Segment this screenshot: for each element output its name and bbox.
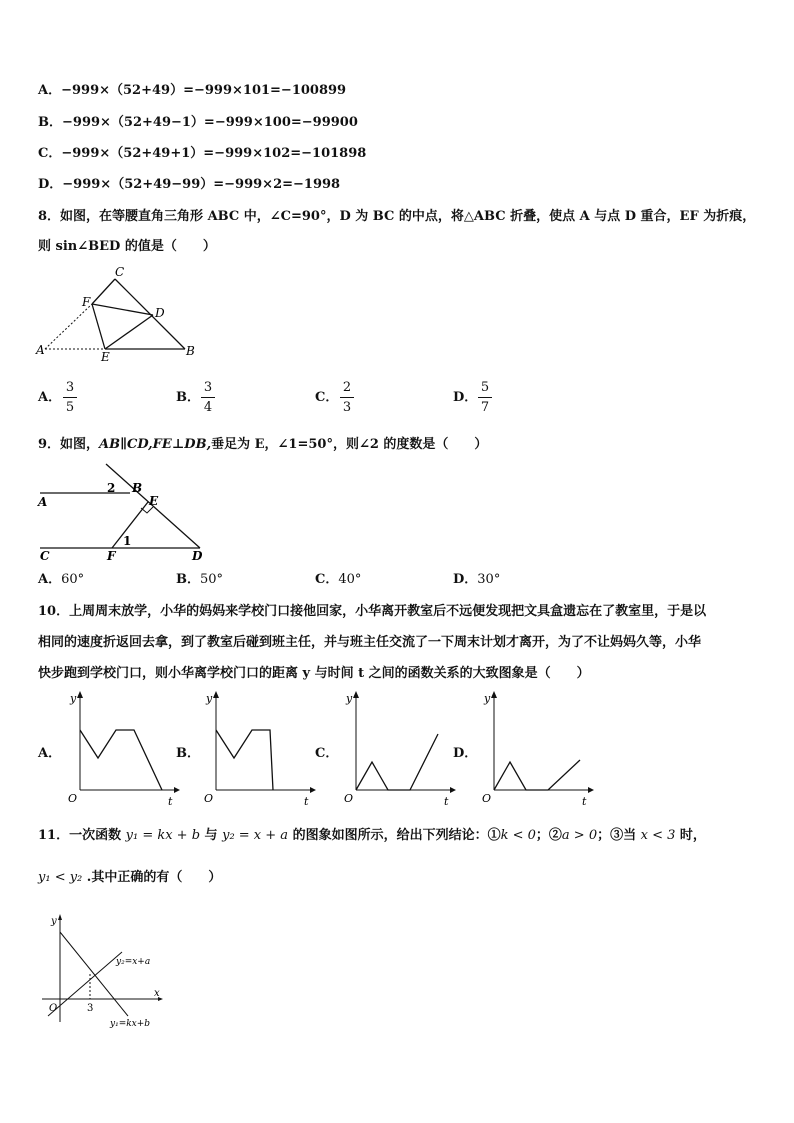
q10-stem-line2: 相同的速度折返回去拿，到了教室后碰到班主任，并与班主任交流了一下周末计划才离开，为了不让妈妈久等，小华 — [38, 635, 702, 650]
q9-option-c — [315, 573, 361, 586]
q7-option-d — [38, 178, 340, 191]
q10-option-a-letter: A． — [38, 746, 62, 761]
origin-label: O — [482, 792, 492, 805]
option-letter: C． — [315, 572, 339, 587]
label-angle-1: 1 — [123, 534, 132, 548]
origin-label: O — [344, 792, 354, 805]
q8-option-b-letter: B． — [176, 390, 200, 405]
q8-option-d-letter: D． — [453, 390, 478, 405]
q9-option-a — [38, 573, 84, 586]
label-f: F — [82, 295, 91, 309]
option-letter: D． — [453, 572, 478, 587]
q8-stem-line1: 8．如图，在等腰直角三角形 ABC 中，∠C=90°，D 为 BC 的中点，将△ABC 折叠，使点 A 与点 D 重合，EF 为折痕， — [38, 209, 756, 224]
option-letter: B． — [176, 572, 200, 587]
label-origin: O — [49, 1003, 58, 1014]
option-text: 50° — [200, 572, 224, 587]
q10-graph-d — [476, 690, 594, 808]
axis-y-label: y — [70, 692, 77, 705]
denominator: 5 — [65, 400, 75, 415]
label-b: B — [186, 344, 195, 358]
origin-label: O — [204, 792, 214, 805]
q9-parallel-lines-figure — [36, 460, 211, 565]
axis-t-label: t — [304, 795, 309, 808]
label-angle-2: 2 — [107, 481, 116, 495]
option-letter: A． — [38, 572, 62, 587]
label-f: F — [107, 549, 116, 563]
stem-part: 11．一次函数 — [38, 828, 126, 843]
option-text: 30° — [477, 572, 501, 587]
label-b: B — [132, 481, 143, 495]
stem-part: 与 — [200, 828, 223, 843]
numerator: 5 — [478, 380, 492, 398]
q8-option-a-fraction — [63, 380, 77, 415]
graph-b-curve — [216, 730, 273, 790]
q11-linear-functions-figure — [36, 912, 176, 1032]
y-axis-arrow-icon — [491, 691, 497, 698]
numerator: 3 — [63, 380, 77, 398]
segment-ed — [105, 315, 153, 349]
q10-graph-c — [338, 690, 456, 808]
q9-stem — [38, 438, 487, 451]
x-axis-arrow-icon — [588, 787, 594, 793]
x-axis-arrow-icon — [174, 787, 180, 793]
label-c: C — [40, 549, 50, 563]
q10-stem-line1: 10．上周周末放学，小华的妈妈来学校门口接他回家，小华离开教室后不远便发现把文具盒遗忘在了教室里，于是以 — [38, 604, 707, 619]
line-y1 — [60, 932, 128, 1016]
label-a: A — [38, 495, 48, 509]
q10-option-d-letter: D． — [453, 746, 478, 761]
conclusion-2: a > 0 — [561, 828, 598, 843]
y-axis-arrow-icon — [353, 691, 359, 698]
label-d: D — [192, 549, 203, 563]
q10-option-b-letter: B． — [176, 746, 200, 761]
option-letter: A． — [38, 83, 62, 98]
y-axis-arrow-icon — [77, 691, 83, 698]
stem-math: AB∥CD,FE⊥DB, — [99, 437, 212, 452]
stem-suffix: 垂足为 E，∠1=50°，则∠2 的度数是（ ） — [211, 437, 488, 452]
q10-graph-b — [198, 690, 316, 808]
q8-stem-line2: 则 sin∠BED 的值是（ ） — [38, 239, 216, 254]
graph-a-curve — [80, 730, 162, 790]
label-c: C — [115, 265, 125, 279]
x-axis-arrow-icon — [450, 787, 456, 793]
dotted-af — [45, 304, 92, 349]
q8-option-a-letter: A． — [38, 390, 62, 405]
q7-option-c — [38, 147, 366, 160]
q7-option-a — [38, 84, 346, 97]
origin-label: O — [68, 792, 78, 805]
denominator: 3 — [342, 400, 352, 415]
stem-part: ；③当 — [597, 828, 641, 843]
axis-t-label: t — [444, 795, 449, 808]
option-text: −999×（52+49−99）=−999×2=−1998 — [62, 177, 341, 192]
axis-y-label: y — [206, 692, 213, 705]
graph-c-curve — [356, 734, 438, 790]
q8-option-c-fraction — [340, 380, 354, 415]
label-e: E — [101, 350, 110, 364]
numerator: 2 — [340, 380, 354, 398]
axis-y-label: y — [346, 692, 353, 705]
q10-stem-line3: 快步跑到学校门口，则小华离学校门口的距离 y 与时间 t 之间的函数关系的大致图象是（ ） — [38, 666, 590, 681]
conclusion-1: k < 0 — [500, 828, 536, 843]
label-three: 3 — [87, 1003, 94, 1014]
fold-line-ef — [92, 304, 105, 349]
conclusion-3-result: y₁ < y₂ — [38, 870, 83, 885]
label-e: E — [149, 494, 159, 508]
expr-y2: y₂ = x + a — [222, 828, 289, 843]
label-x: x — [154, 988, 160, 999]
q8-option-d-fraction — [478, 380, 492, 415]
q11-stem-line2 — [38, 871, 221, 884]
x-axis-arrow-icon — [310, 787, 316, 793]
conclusion-3-condition: x < 3 — [640, 828, 676, 843]
expr-y1: y₁ = kx + b — [125, 828, 201, 843]
option-text: 60° — [61, 572, 85, 587]
option-text: −999×（52+49）=−999×101=−100899 — [61, 83, 347, 98]
axis-t-label: t — [582, 795, 587, 808]
label-y1: y₁=kx+b — [110, 1019, 151, 1029]
label-y2: y₂=x+a — [116, 957, 151, 967]
denominator: 4 — [203, 400, 213, 415]
q7-option-b — [38, 116, 358, 129]
option-text: 40° — [338, 572, 362, 587]
label-d: D — [155, 306, 165, 320]
stem-prefix: 9．如图， — [38, 437, 100, 452]
q9-option-b — [176, 573, 223, 586]
axis-t-label: t — [168, 795, 173, 808]
q10-graph-a — [62, 690, 180, 808]
q10-option-c-letter: C． — [315, 746, 339, 761]
stem-part: 时， — [675, 828, 706, 843]
stem-part: 的图象如图所示，给出下列结论：① — [288, 828, 501, 843]
q8-option-b-fraction — [201, 380, 215, 415]
line-y2 — [48, 952, 122, 1016]
segment-cf — [92, 279, 115, 304]
axis-y-label: y — [484, 692, 491, 705]
option-text: −999×（52+49+1）=−999×102=−101898 — [61, 146, 367, 161]
option-text: −999×（52+49−1）=−999×100=−99900 — [62, 115, 358, 130]
segment-fd — [92, 304, 153, 315]
q8-option-c-letter: C． — [315, 390, 339, 405]
option-letter: D． — [38, 177, 63, 192]
label-y: y — [51, 916, 57, 927]
denominator: 7 — [480, 400, 490, 415]
q9-option-d — [453, 573, 500, 586]
stem-part: .其中正确的有（ ） — [82, 870, 222, 885]
y-axis-arrow-icon — [213, 691, 219, 698]
y-axis-arrow-icon — [58, 914, 62, 920]
label-a: A — [36, 343, 45, 357]
q8-triangle-figure — [30, 262, 210, 362]
option-letter: C． — [38, 146, 62, 161]
option-letter: B． — [38, 115, 62, 130]
numerator: 3 — [201, 380, 215, 398]
q11-stem-line1 — [38, 829, 706, 842]
graph-d-curve — [494, 760, 580, 790]
stem-part: ；② — [535, 828, 562, 843]
